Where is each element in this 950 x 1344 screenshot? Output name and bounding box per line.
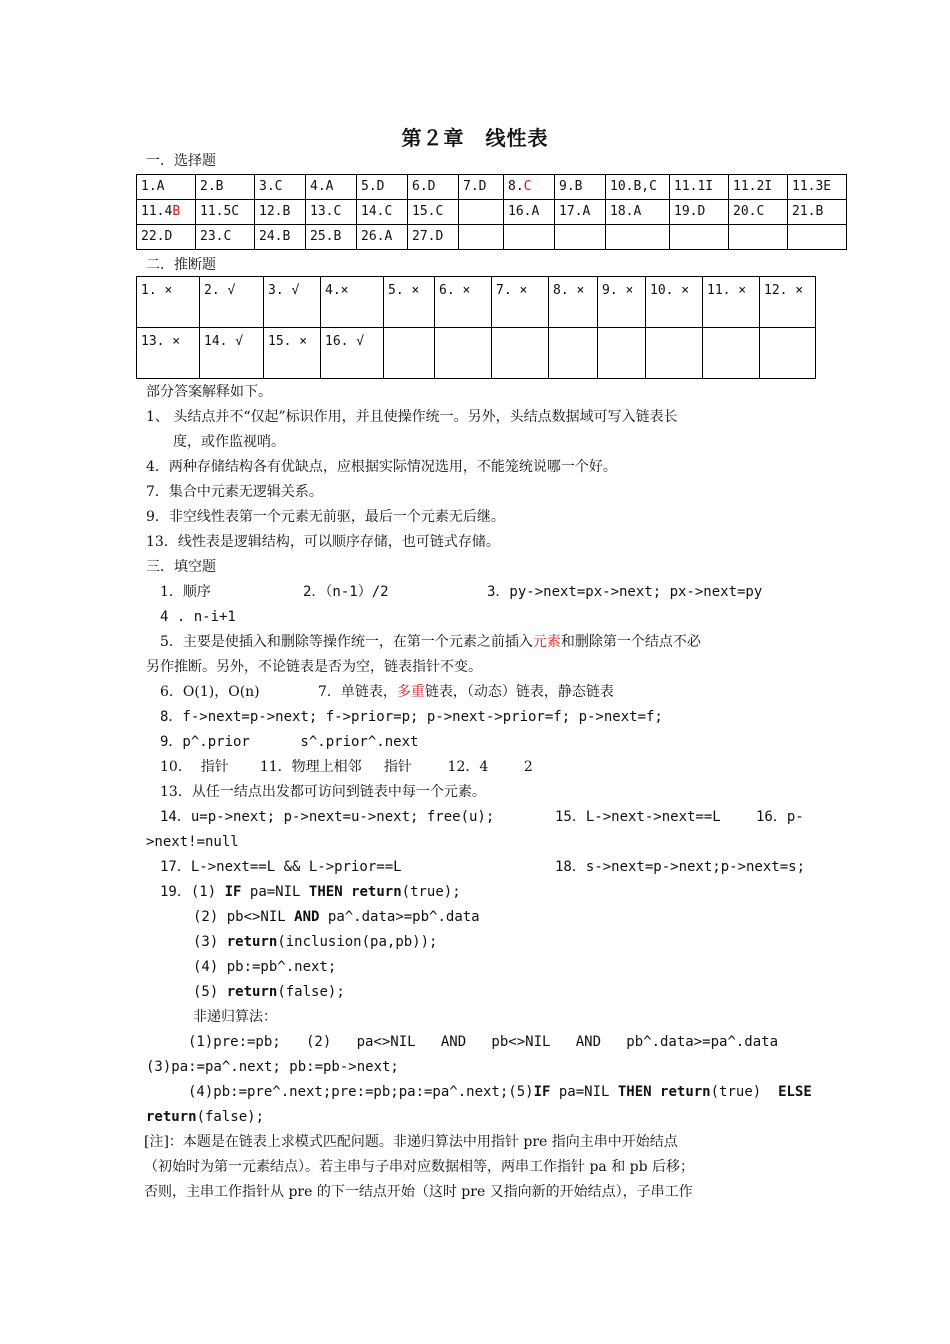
choice-cell: 22.D: [137, 225, 196, 250]
fill-13: 13．从任一结点出发都可访问到链表中每一个元素。: [160, 784, 486, 800]
nonrec-3: [188, 1083, 852, 1101]
fill-19-1-tail: (true);: [401, 884, 461, 900]
choice-cell: 10.B,C: [606, 175, 670, 200]
kw-return: return: [226, 934, 278, 950]
judge-row: [137, 328, 816, 379]
choice-cell: 27.D: [408, 225, 459, 250]
choice-cell: 5.D: [357, 175, 408, 200]
choice-row: [137, 175, 847, 200]
kw-return: return: [660, 1084, 711, 1100]
choice-cell: [788, 225, 847, 250]
choice-cell: [729, 225, 788, 250]
choice-answer-table: [136, 174, 847, 250]
judge-cell: 10. ×: [646, 277, 703, 328]
judge-cell: 2. √: [200, 277, 264, 328]
choice-cell: 11.3E: [788, 175, 847, 200]
choice-cell: [555, 225, 606, 250]
choice-cell: 16.A: [504, 200, 555, 225]
judge-cell: 13. ×: [137, 328, 200, 379]
judge-cell: 4.×: [321, 277, 384, 328]
fill-7-text-b: 链表，（动态）链表，静态链表: [424, 684, 614, 700]
choice-cell: 6.D: [408, 175, 459, 200]
fill-19-4: (4) pb:=pb^.next;: [193, 959, 337, 975]
fill-7-highlight: 多重: [396, 684, 425, 700]
fill-19-3-label: (3): [193, 934, 219, 950]
choice-cell: 23.C: [196, 225, 255, 250]
choice-cell: 24.B: [255, 225, 306, 250]
kw-return: return: [351, 884, 402, 900]
fill-5-text-a: 5．主要是使插入和删除等操作统一，在第一个元素之前插入: [160, 634, 533, 650]
choice-cell: 20.C: [729, 200, 788, 225]
choice-cell: 19.D: [670, 200, 729, 225]
judge-cell: 16. √: [321, 328, 384, 379]
choice-cell: 8.C: [504, 175, 555, 200]
fill-4: 4 . n-i+1: [160, 609, 236, 625]
choice-cell: 3.C: [255, 175, 306, 200]
fill-19-5-label: (5): [193, 984, 219, 1000]
judge-cell: 15. ×: [264, 328, 321, 379]
fill-8: 8．f->next=p->next; f->prior=p; p->next->prior=f; p->next=f;: [160, 709, 663, 725]
fill-16-cont: >next!=null: [146, 834, 239, 850]
judge-cell: [492, 328, 549, 379]
choice-cell: 11.2I: [729, 175, 788, 200]
fill-10-12: 10． 指针 11．物理上相邻 指针 12．4 2: [160, 759, 533, 775]
choice-cell: 11.1I: [670, 175, 729, 200]
fill-1: 1．顺序: [160, 584, 211, 600]
section-choice-heading: 一．选择题: [146, 153, 216, 169]
judge-cell: 1. ×: [137, 277, 200, 328]
fill-5-text-b: 和删除第一个结点不必: [560, 634, 701, 650]
judge-cell: [435, 328, 492, 379]
judge-cell: 12. ×: [760, 277, 816, 328]
fill-19-5: [193, 983, 857, 1001]
section-judge-heading: 二．推断题: [146, 257, 216, 273]
judge-cell: 7. ×: [492, 277, 549, 328]
explain-4: 4．两种存储结构各有优缺点，应根据实际情况选用，不能笼统说哪一个好。: [146, 459, 617, 475]
choice-cell: 12.B: [255, 200, 306, 225]
fill-19-label: 19．(1): [160, 884, 217, 900]
choice-cell: 21.B: [788, 200, 847, 225]
choice-cell: 15.C: [408, 200, 459, 225]
fill-16: 16．p-: [756, 809, 804, 825]
nonrec-4-tail: (false);: [196, 1109, 265, 1125]
fill-6: 6．O(1)，O(n): [160, 684, 260, 700]
fill-19-2-tail: pa^.data>=pb^.data: [327, 909, 480, 925]
fill-19-5-tail: (false);: [277, 984, 345, 1000]
fill-19-3-tail: (inclusion(pa,pb));: [277, 934, 438, 950]
section-fill-heading: 三．填空题: [146, 559, 216, 575]
choice-cell: [504, 225, 555, 250]
explain-9: 9．非空线性表第一个元素无前驱，最后一个元素无后继。: [146, 509, 505, 525]
note-line-3: 否则，主串工作指针从 pre 的下一结点开始（这时 pre 又指向新的开始结点），子串工作: [144, 1184, 693, 1200]
fill-7: [318, 683, 950, 701]
fill-5: [160, 633, 824, 651]
choice-cell: 25.B: [306, 225, 357, 250]
explain-1: 1、 头结点并不“仅起”标识作用，并且使操作统一。另外，头结点数据域可写入链表长: [146, 409, 678, 425]
judge-answer-table: [136, 276, 816, 379]
fill-3: 3．py->next=px->next; px->next=py: [487, 584, 763, 600]
fill-17: 17．L->next==L && L->prior==L: [160, 859, 402, 875]
choice-cell: 11.5C: [196, 200, 255, 225]
fill-2: 2．（n-1）/2: [303, 584, 389, 600]
choice-cell: 9.B: [555, 175, 606, 200]
explain-1-cont: 度，或作监视哨。: [173, 434, 285, 450]
choice-cell: [459, 200, 504, 225]
kw-then: THEN: [617, 1084, 652, 1100]
fill-19-2-cond: (2) pb<>NIL: [193, 909, 286, 925]
kw-and: AND: [294, 909, 320, 925]
judge-cell: 9. ×: [598, 277, 646, 328]
kw-else: ELSE: [778, 1084, 812, 1100]
choice-cell: 1.A: [137, 175, 196, 200]
nonrec-label: 非递归算法：: [193, 1009, 277, 1025]
judge-cell: [760, 328, 816, 379]
kw-if: IF: [224, 884, 242, 900]
nonrec-3-cond: pa=NIL: [550, 1084, 618, 1100]
fill-9: 9．p^.prior s^.prior^.next: [160, 734, 419, 750]
choice-cell: 18.A: [606, 200, 670, 225]
nonrec-3-a: (4)pb:=pre^.next;pre:=pb;pa:=pa^.next;(5): [188, 1084, 534, 1100]
explain-intro: 部分答案解释如下。: [146, 384, 272, 400]
choice-cell: [459, 225, 504, 250]
judge-row: [137, 277, 816, 328]
kw-then: THEN: [308, 884, 343, 900]
nonrec-4: [146, 1108, 810, 1126]
choice-cell: 14.C: [357, 200, 408, 225]
fill-7-text-a: 7．单链表，: [318, 684, 397, 700]
choice-row: [137, 225, 847, 250]
choice-cell: 26.A: [357, 225, 408, 250]
judge-cell: [646, 328, 703, 379]
choice-cell: [606, 225, 670, 250]
judge-cell: 11. ×: [703, 277, 760, 328]
nonrec-3-tail: (true): [710, 1084, 770, 1100]
kw-if: IF: [533, 1084, 551, 1100]
choice-cell: [670, 225, 729, 250]
judge-cell: [598, 328, 646, 379]
fill-19-2: [193, 908, 857, 926]
fill-5-cont: 另作推断。另外，不论链表是否为空，链表指针不变。: [146, 659, 482, 675]
judge-cell: [384, 328, 435, 379]
fill-15: 15．L->next->next==L: [555, 809, 721, 825]
explain-13: 13．线性表是逻辑结构，可以顺序存储，也可链式存储。: [146, 534, 500, 550]
fill-5-highlight: 元素: [532, 634, 561, 650]
choice-cell: 11.4B: [137, 200, 196, 225]
judge-cell: 6. ×: [435, 277, 492, 328]
choice-cell: 17.A: [555, 200, 606, 225]
chapter-title: 第２章 线性表: [401, 126, 549, 150]
note-line-1: [注]：本题是在链表上求模式匹配问题。非递归算法中用指针 pre 指向主串中开始结点: [144, 1134, 678, 1150]
choice-row: [137, 200, 847, 225]
fill-19-1: [160, 883, 824, 901]
choice-cell: 13.C: [306, 200, 357, 225]
kw-return: return: [226, 984, 278, 1000]
explain-7: 7．集合中元素无逻辑关系。: [146, 484, 323, 500]
choice-cell: 7.D: [459, 175, 504, 200]
choice-cell: 4.A: [306, 175, 357, 200]
choice-cell: 2.B: [196, 175, 255, 200]
judge-cell: 5. ×: [384, 277, 435, 328]
nonrec-1: (1)pre:=pb; (2) pa<>NIL AND pb<>NIL AND pb^.data>=pa^.data: [188, 1034, 779, 1050]
judge-cell: [703, 328, 760, 379]
judge-cell: [549, 328, 598, 379]
judge-cell: 3. √: [264, 277, 321, 328]
fill-19-3: [193, 933, 857, 951]
fill-19-1-cond: pa=NIL: [249, 884, 301, 900]
fill-18: 18．s->next=p->next;p->next=s;: [555, 859, 806, 875]
kw-return: return: [146, 1109, 197, 1125]
nonrec-2: (3)pa:=pa^.next; pb:=pb->next;: [146, 1059, 399, 1075]
judge-cell: 8. ×: [549, 277, 598, 328]
judge-cell: 14. √: [200, 328, 264, 379]
fill-14: 14．u=p->next; p->next=u->next; free(u);: [160, 809, 495, 825]
note-line-2: （初始时为第一元素结点）。若主串与子串对应数据相等，两串工作指针 pa 和 pb 后移；: [144, 1159, 695, 1175]
